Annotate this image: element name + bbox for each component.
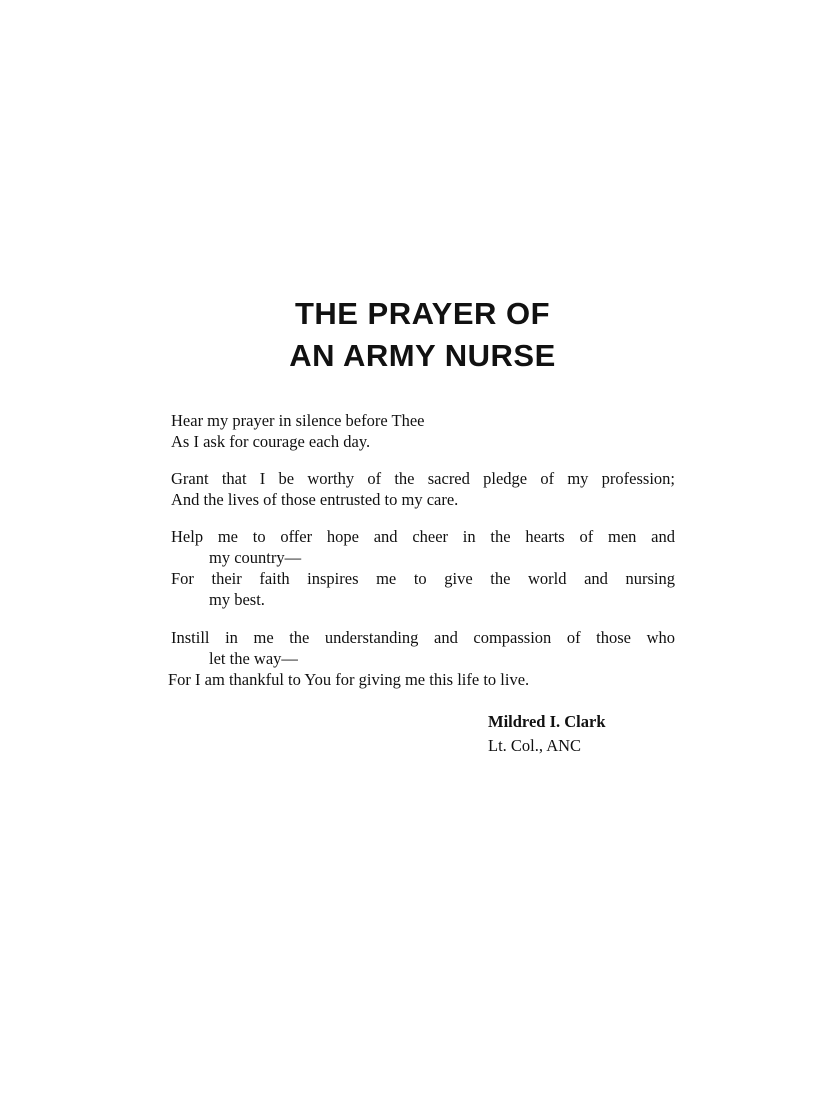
- signature-block: [488, 710, 606, 758]
- poem-line: Hear my prayer in silence before Thee: [171, 411, 425, 430]
- poem-line: Help me to offer hope and cheer in the hearts of men and: [171, 527, 675, 546]
- stanza-2: [171, 468, 675, 510]
- poem-line-continuation: let the way—: [209, 649, 298, 668]
- stanza-4: [168, 627, 675, 690]
- poem-line-continuation: my country—: [209, 548, 302, 567]
- title-line-2: AN ARMY NURSE: [289, 338, 556, 373]
- poem-line: For their faith inspires me to give the world and nursing: [171, 569, 675, 588]
- stanza-3: [171, 526, 675, 610]
- author-name: Mildred I. Clark: [488, 712, 606, 731]
- author-rank: Lt. Col., ANC: [488, 736, 582, 755]
- poem-line-continuation: my best.: [209, 590, 265, 609]
- poem-line: Grant that I be worthy of the sacred pledge of my profession;: [171, 469, 675, 488]
- title-line-1: THE PRAYER OF: [294, 296, 551, 331]
- poem-line: As I ask for courage each day.: [171, 432, 371, 451]
- poem-line: Instill in me the understanding and compassion of those who: [171, 628, 675, 647]
- poem-line: For I am thankful to You for giving me this life to live.: [168, 670, 530, 689]
- stanza-1: [171, 410, 675, 452]
- poem-line: And the lives of those entrusted to my care.: [171, 490, 459, 509]
